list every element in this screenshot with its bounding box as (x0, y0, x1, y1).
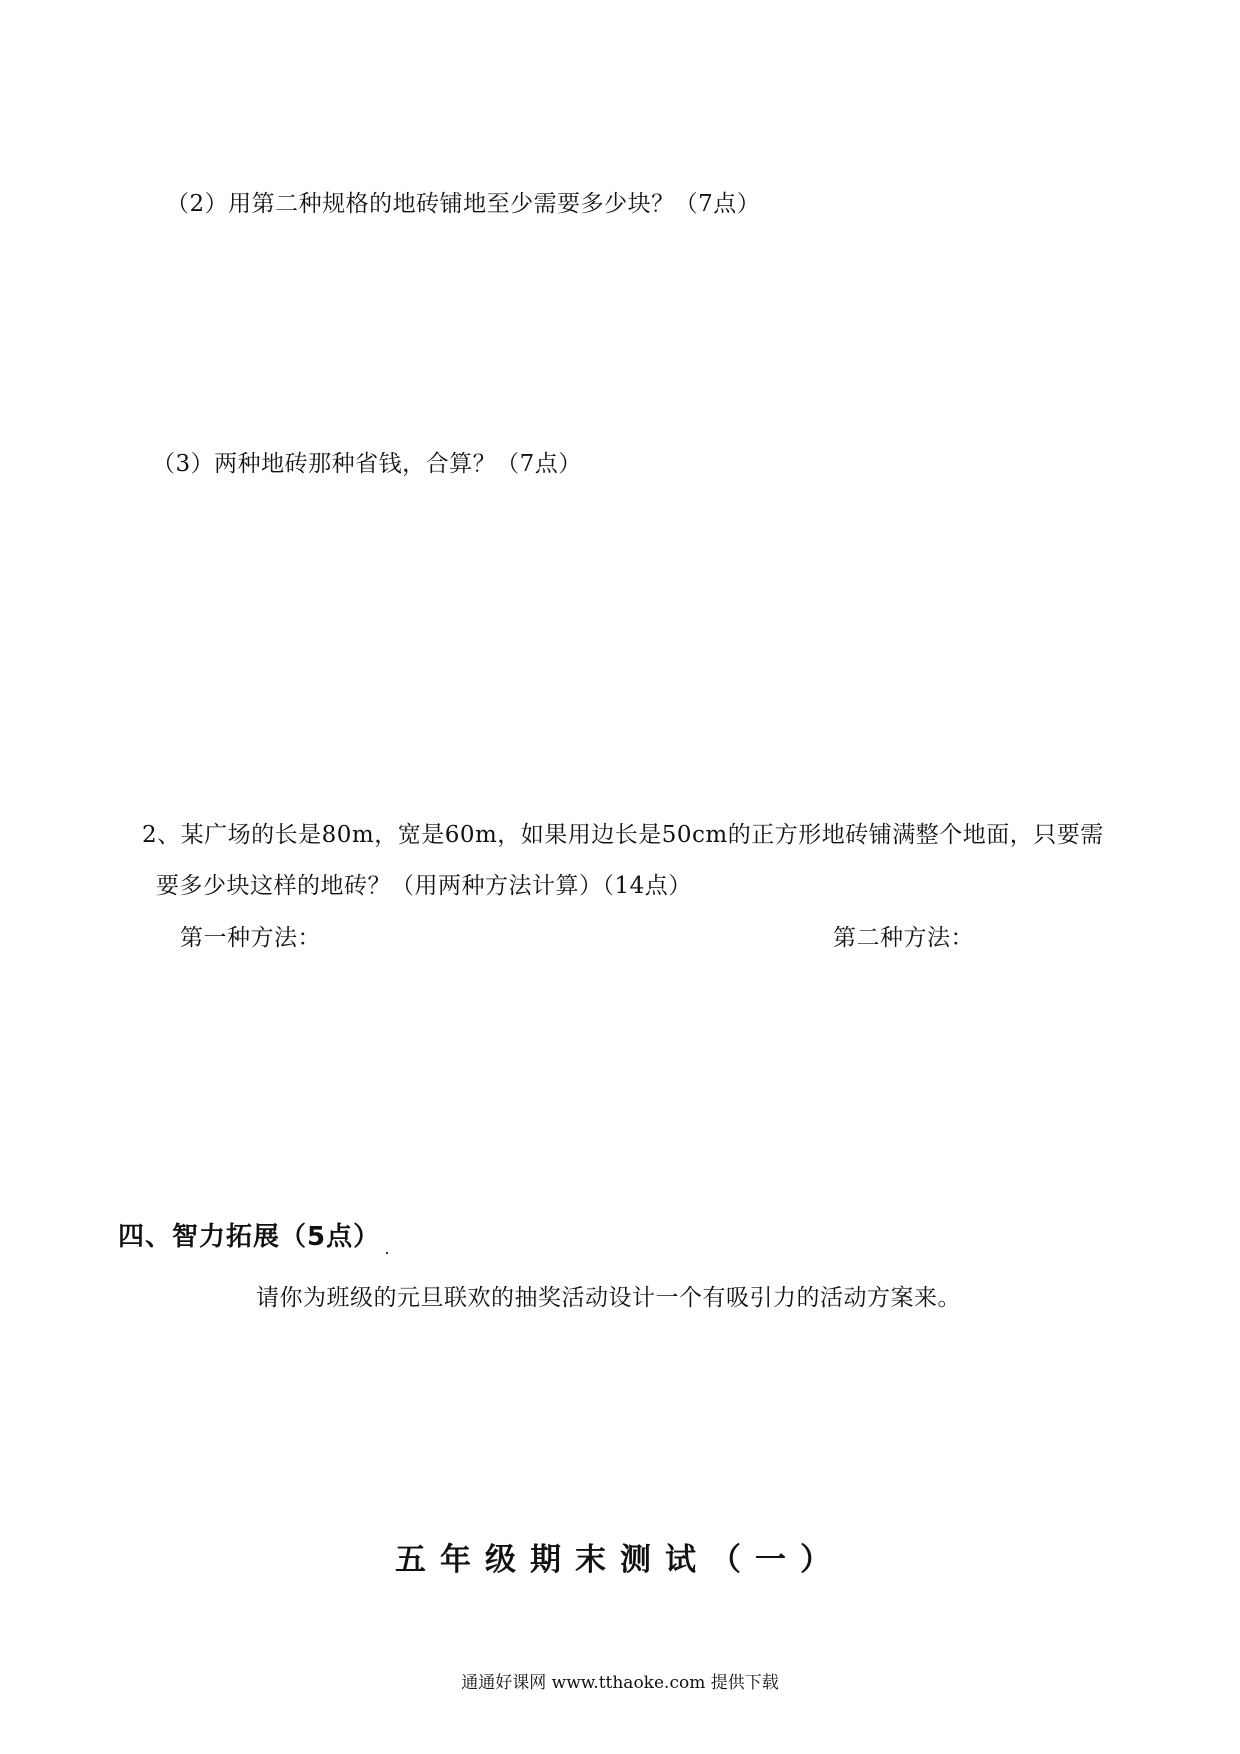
section-4-heading-text: 四、智力拓展（5点） (118, 1222, 381, 1252)
question-1-part-2: （2）用第二种规格的地砖铺地至少需要多少块？（7点） (166, 191, 761, 217)
question-2-line-2: 要多少块这样的地砖？（用两种方法计算）（14点） (156, 873, 692, 899)
section-4-heading (118, 1220, 388, 1254)
exam-title: 五年级期末测试（一） (395, 1542, 845, 1578)
footer-source: 通通好课网 www.tthaoke.com 提供下载 (461, 1673, 779, 1693)
question-2-line-1: 2、某广场的长是80m，宽是60m，如果用边长是50cm的正方形地砖铺满整个地面，只要需 (142, 822, 1104, 848)
section-4-body: 请你为班级的元旦联欢的抽奖活动设计一个有吸引力的活动方案来。 (256, 1285, 961, 1311)
stray-dot (386, 1252, 388, 1254)
method-1-label: 第一种方法： (180, 925, 321, 951)
question-1-part-3: （3）两种地砖那种省钱，合算？（7点） (152, 451, 582, 477)
method-2-label: 第二种方法： (833, 925, 974, 951)
